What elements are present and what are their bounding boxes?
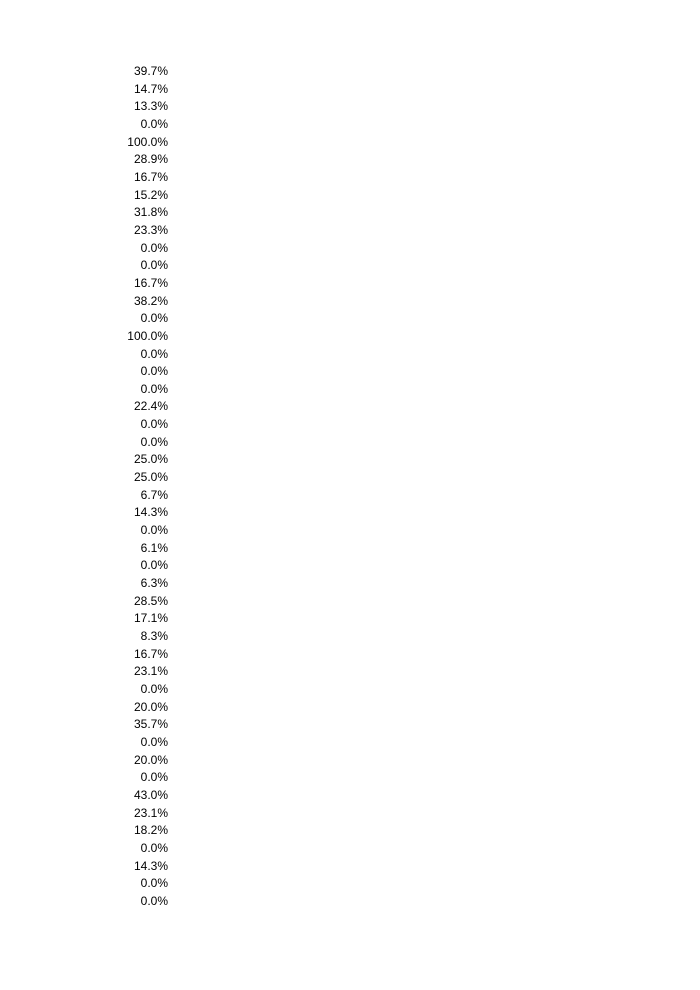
percentage-cell: 25.0% xyxy=(133,452,168,467)
percentage-cell: 20.0% xyxy=(133,752,168,767)
percentage-cell: 31.8% xyxy=(133,205,168,220)
percentage-cell: 14.3% xyxy=(133,505,168,520)
percentage-cell: 8.3% xyxy=(140,629,168,643)
percentage-cell: 25.0% xyxy=(133,470,168,485)
percentage-cell: 14.3% xyxy=(133,858,168,873)
percentage-cell: 43.0% xyxy=(133,787,168,802)
percentage-cell: 23.1% xyxy=(133,805,168,820)
percentage-cell: 23.3% xyxy=(133,222,168,237)
percentage-cell: 0.0% xyxy=(140,840,168,855)
percentage-cell: 0.0% xyxy=(140,364,168,379)
percentage-cell: 28.9% xyxy=(133,152,168,167)
percentage-cell: 22.4% xyxy=(133,399,168,414)
percentage-cell: 0.0% xyxy=(140,434,168,449)
percentage-cell: 0.0% xyxy=(140,523,168,538)
percentage-cell: 0.0% xyxy=(140,558,168,573)
percentage-cell: 0.0% xyxy=(140,346,168,361)
percentage-cell: 16.7% xyxy=(133,275,168,290)
percentage-cell: 35.7% xyxy=(133,717,168,732)
percentage-cell: 15.2% xyxy=(133,187,168,202)
percentage-cell: 0.0% xyxy=(140,734,168,749)
percentage-cell: 0.0% xyxy=(140,876,168,891)
percentage-cell: 0.0% xyxy=(140,681,168,696)
percentage-cell: 14.7% xyxy=(133,81,168,96)
percentage-cell: 0.0% xyxy=(140,240,168,255)
percentage-cell: 0.0% xyxy=(140,770,168,785)
percentage-cell: 16.7% xyxy=(133,169,168,184)
percentage-cell: 16.7% xyxy=(133,646,168,661)
percentage-cell: 100.0% xyxy=(127,328,168,343)
percentage-cell: 38.2% xyxy=(133,293,168,308)
percentage-cell: 0.0% xyxy=(140,258,168,273)
percentage-column xyxy=(100,63,168,911)
percentage-cell: 39.7% xyxy=(133,64,168,78)
percentage-cell: 6.7% xyxy=(140,487,168,502)
percentage-cell: 6.1% xyxy=(140,540,168,555)
percentage-cell: 0.0% xyxy=(140,311,168,326)
percentage-cell: 23.1% xyxy=(133,664,168,679)
percentage-cell: 100.0% xyxy=(127,134,168,149)
percentage-cell: 0.0% xyxy=(140,893,168,908)
percentage-cell: 17.1% xyxy=(133,611,168,626)
percentage-cell: 28.5% xyxy=(133,593,168,608)
percentage-cell: 13.3% xyxy=(133,99,168,114)
percentage-cell: 0.0% xyxy=(140,417,168,432)
percentage-cell: 0.0% xyxy=(140,116,168,131)
percentage-cell: 18.2% xyxy=(133,823,168,838)
percentage-cell: 6.3% xyxy=(140,576,168,591)
percentage-cell: 0.0% xyxy=(140,381,168,396)
percentage-cell: 20.0% xyxy=(133,699,168,714)
